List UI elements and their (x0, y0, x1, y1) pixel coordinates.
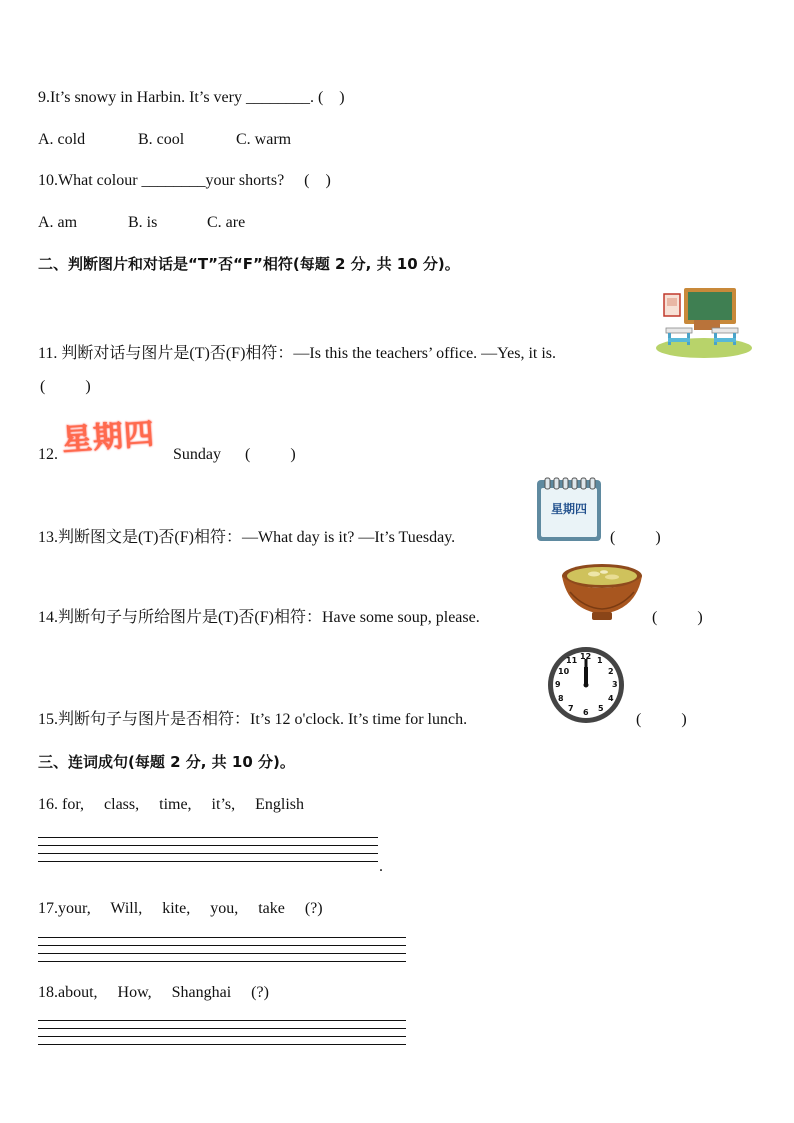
q10-option-c: C. are (207, 214, 246, 231)
q16-answer-line-4[interactable] (38, 861, 378, 862)
q10-option-b: B. is (128, 214, 158, 231)
section-2-heading: 二、判断图片和对话是“T”否“F”相符(每题 2 分, 共 10 分)。 (38, 255, 460, 273)
clock-numeral-12: 12 (580, 652, 592, 661)
q16-end-mark: . (379, 858, 383, 875)
question-9: 9.It’s snowy in Harbin. It’s very ________. ( ) (38, 89, 345, 106)
q17-answer-line-1[interactable] (38, 937, 406, 938)
clock-numeral-10: 10 (558, 667, 570, 676)
clock-numeral-7: 7 (568, 704, 574, 713)
q12-answer-blank: ( ) (245, 446, 296, 463)
calendar-label: 星期四 (550, 502, 587, 516)
q17-answer-line-4[interactable] (38, 961, 406, 962)
section-3-heading: 三、连词成句(每题 2 分, 共 10 分)。 (38, 753, 295, 771)
clock-numeral-11: 11 (566, 656, 578, 665)
clock-numeral-5: 5 (598, 704, 604, 713)
q16-answer-line-2[interactable] (38, 845, 378, 846)
clock-numeral-9: 9 (555, 680, 561, 689)
calendar-picture (536, 476, 602, 542)
q10-option-a: A. am (38, 214, 78, 231)
thursday-word-art-text: 星期四 (60, 416, 157, 459)
clock-numeral-2: 2 (608, 667, 614, 676)
thursday-word-art (62, 418, 166, 458)
clock-numeral-1: 1 (597, 656, 603, 665)
q16-answer-line-1[interactable] (38, 837, 378, 838)
q18-answer-line-3[interactable] (38, 1036, 406, 1037)
q18-answer-line-4[interactable] (38, 1044, 406, 1045)
q12-word: Sunday (173, 446, 221, 463)
q13-answer-blank: ( ) (610, 529, 661, 546)
classroom-picture (654, 286, 752, 360)
clock-numeral-3: 3 (612, 680, 618, 689)
q9-option-a: A. cold (38, 131, 86, 148)
q15-answer-blank: ( ) (636, 711, 687, 728)
question-14: 14.判断句子与所给图片是(T)否(F)相符：Have some soup, please. (38, 609, 480, 626)
q14-answer-blank: ( ) (652, 609, 703, 626)
clock-numeral-8: 8 (558, 694, 564, 703)
q9-option-c: C. warm (236, 131, 292, 148)
q18-answer-line-1[interactable] (38, 1020, 406, 1021)
clock-picture (546, 645, 626, 725)
question-13: 13.判断图文是(T)否(F)相符：—What day is it? —It’s Tuesday. (38, 529, 456, 546)
q18-answer-line-2[interactable] (38, 1028, 406, 1029)
question-17: 17.your, Will, kite, you, take (?) (38, 900, 323, 917)
clock-numeral-4: 4 (608, 694, 614, 703)
question-12-number: 12. (38, 446, 58, 463)
question-16: 16. for, class, time, it’s, English (38, 796, 305, 813)
q16-answer-line-3[interactable] (38, 853, 378, 854)
clock-numeral-6: 6 (583, 708, 589, 717)
question-18: 18.about, How, Shanghai (?) (38, 984, 269, 1001)
q9-option-b: B. cool (138, 131, 185, 148)
question-11: 11. 判断对话与图片是(T)否(F)相符：—Is this the teachers’ office. —Yes, it is. (38, 345, 557, 362)
question-10: 10.What colour ________your shorts? ( ) (38, 172, 331, 189)
q17-answer-line-3[interactable] (38, 953, 406, 954)
q17-answer-line-2[interactable] (38, 945, 406, 946)
soup-bowl-picture (560, 562, 644, 626)
question-15: 15.判断句子与图片是否相符：It’s 12 o'clock. It’s time for lunch. (38, 711, 468, 728)
q11-answer-blank: ( ) (40, 378, 91, 395)
